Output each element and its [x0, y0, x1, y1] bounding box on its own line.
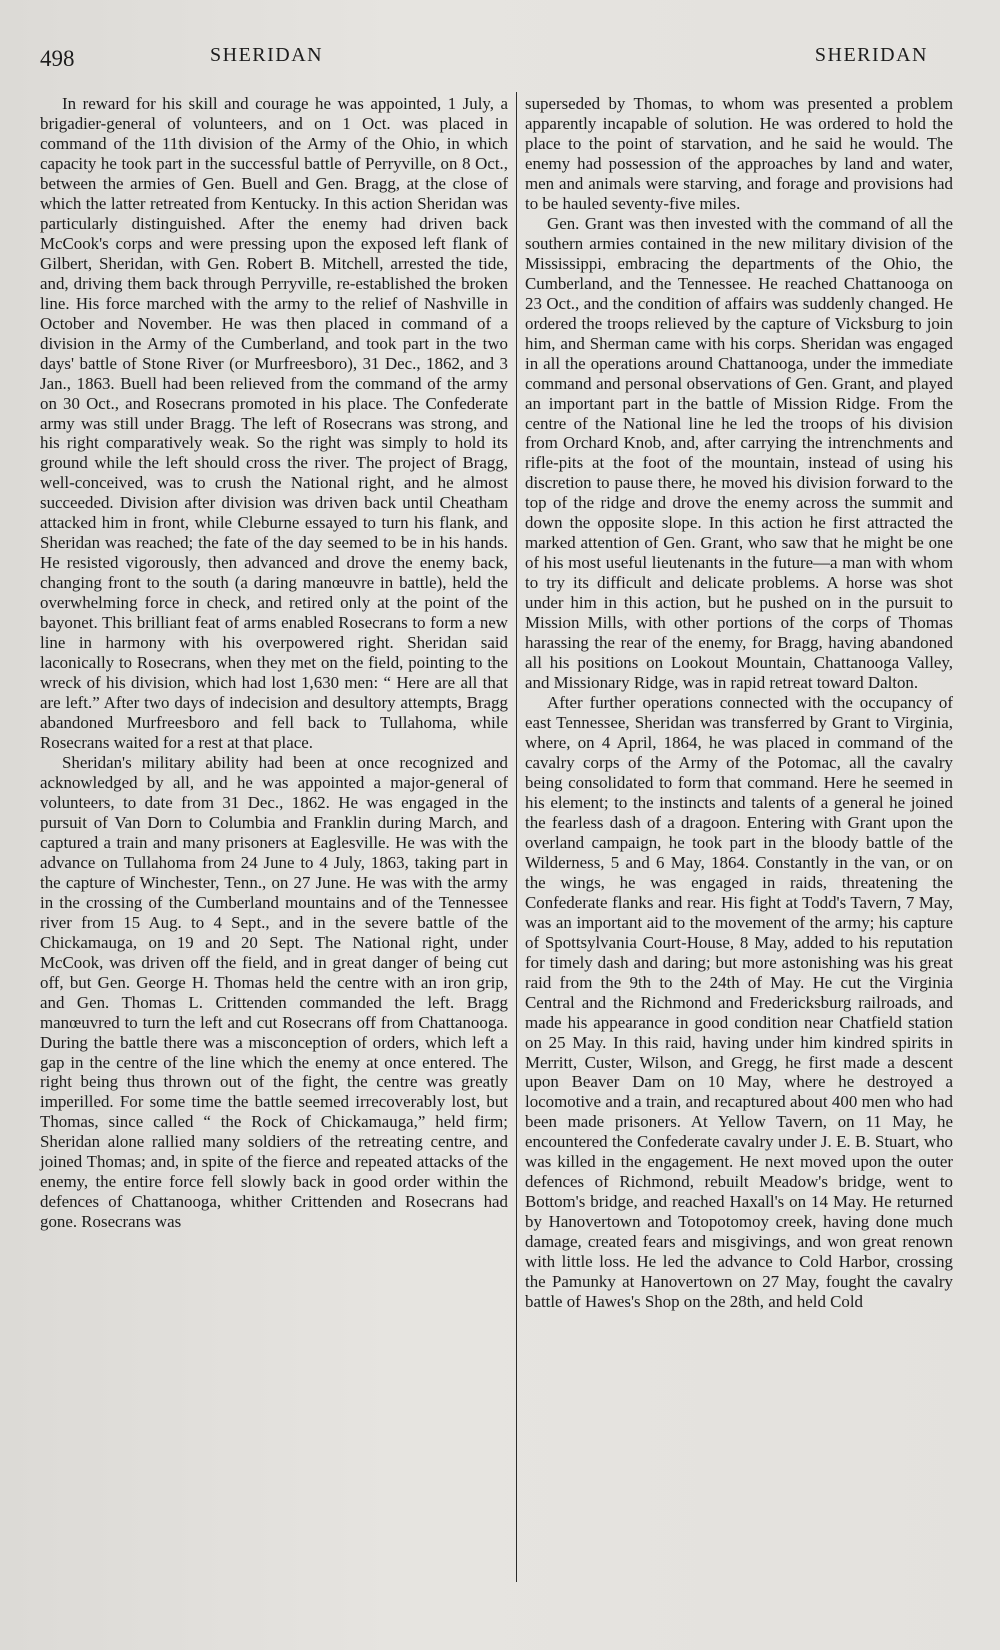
page-header	[40, 40, 980, 80]
left-column	[40, 94, 508, 1232]
page-number: 498	[40, 46, 75, 71]
column-divider	[516, 92, 517, 1582]
paragraph: After further operations connected with the occupancy of east Tennessee, Sheridan was transferred by Grant to Virginia, where, on 4 April, 1864, he was placed in command of the cavalry corps of the Army of the Potomac, all the cavalry being consolidated to form that command. Here he seemed in his element; to the instincts and talents of a general he joined the fearless dash of a dragoon. Entering with Grant upon the overland campaign, he took part in the bloody battle of the Wilderness, 5 and 6 May, 1864. Constantly in the van, or on the wings, he was engaged in raids, threatening the Confederate flanks and rear. His fight at Todd's Tavern, 7 May, was an important aid to the movement of the army; his capture of Spottsylvania Court-House, 8 May, added to his reputation for timely dash and daring; but more astonishing was his great raid from the 9th to the 24th of May. He cut the Virginia Central and the Richmond and Fredericksburg railroads, and made his appearance in good condition near Chatfield station on 25 May. In this raid, having under him kindred spirits in Merritt, Custer, Wilson, and Gregg, he first made a descent upon Beaver Dam on 10 May, where he destroyed a locomotive and a train, and recaptured about 400 men who had been made prisoners. At Yellow Tavern, on 11 May, he encountered the Confederate cavalry under J. E. B. Stuart, who was killed in the engagement. He next moved upon the outer defences of Richmond, rebuilt Meadow's bridge, went to Bottom's bridge, and reached Haxall's on 14 May. He returned by Hanovertown and Totopotomoy creek, having done much damage, created fears and misgivings, and won great renown with little loss. He led the advance to Cold Harbor, crossing the Pamunky at Hanovertown on 27 May, fought the cavalry battle of Hawes's Shop on the 28th, and held Cold	[525, 693, 953, 1312]
paragraph-continued: superseded by Thomas, to whom was presented a problem apparently incapable of solution. He was ordered to hold the place to the point of starvation, and he said he would. The enemy had possession of the approaches by land and water, men and animals were starving, and forage and provisions had to be hauled seventy-five miles.	[525, 94, 953, 213]
right-column	[525, 94, 953, 1312]
paragraph: In reward for his skill and courage he was appointed, 1 July, a brigadier-general of volunteers, and on 1 Oct. was placed in command of the 11th division of the Army of the Ohio, in which capacity he took part in the successful battle of Perryville, on 8 Oct., between the armies of Gen. Buell and Gen. Bragg, at the close of which the latter retreated from Kentucky. In this action Sheridan was particularly distinguished. After the enemy had driven back McCook's corps and were pressing upon the exposed left flank of Gilbert, Sheridan, with Gen. Robert B. Mitchell, arrested the tide, and, driving them back through Perryville, re-established the broken line. His force marched with the army to the relief of Nashville in October and November. He was then placed in command of a division in the Army of the Cumberland, and took part in the two days' battle of Stone River (or Murfreesboro), 31 Dec., 1862, and 3 Jan., 1863. Buell had been relieved from the command of the army on 30 Oct., and Rosecrans promoted in his place. The Confederate army was still under Bragg. The left of Rosecrans was strong, and his right comparatively weak. So the right was simply to hold its ground while the left should cross the river. The project of Bragg, well-conceived, was to crush the National right, and he almost succeeded. Division after division was driven back until Cheatham attacked him in front, while Cleburne essayed to turn his flank, and Sheridan was reached; the fate of the day seemed to be in his hands. He resisted vigorously, then advanced and drove the enemy back, changing front to the south (a daring manœuvre in battle), held the overwhelming force in check, and retired only at the point of the bayonet. This brilliant feat of arms enabled Rosecrans to form a new line in harmony with his overpowered right. Sheridan said laconically to Rosecrans, when they met on the field, pointing to the wreck of his division, which had lost 1,630 men: “ Here are all that are left.” After two days of indecision and desultory attempts, Bragg abandoned Murfreesboro and fell back to Tullahoma, while Rosecrans waited for a rest at that place.	[40, 94, 508, 752]
running-head-right: SHERIDAN	[814, 44, 928, 66]
paragraph: Gen. Grant was then invested with the command of all the southern armies contained in the new military division of the Mississippi, embracing the departments of the Ohio, the Cumberland, and the Tennessee. He reached Chattanooga on 23 Oct., and the condition of affairs was suddenly changed. He ordered the troops relieved by the capture of Vicksburg to join him, and Sherman came with his corps. Sheridan was engaged in all the operations around Chattanooga, under the immediate command and personal observations of Gen. Grant, and played an important part in the battle of Mission Ridge. From the centre of the National line he led the troops of his division from Orchard Knob, and, after carrying the intrenchments and rifle-pits at the foot of the mountain, instead of using his discretion to pause there, he moved his division forward to the top of the ridge and drove the enemy across the summit and down the opposite slope. In this action he first attracted the marked attention of Gen. Grant, who saw that he might be one of his most useful lieutenants in the future—a man with whom to try its difficult and delicate problems. A horse was shot under him in this action, but he pushed on in the pursuit to Mission Mills, with other portions of the corps of Thomas harassing the rear of the enemy, for Bragg, having abandoned all his positions on Lookout Mountain, Chattanooga Valley, and Missionary Ridge, was in rapid retreat toward Dalton.	[525, 213, 953, 693]
paragraph: Sheridan's military ability had been at once recognized and acknowledged by all, and he was appointed a major-general of volunteers, to date from 31 Dec., 1862. He was engaged in the pursuit of Van Dorn to Columbia and Franklin during March, and captured a train and many prisoners at Eaglesville. He was with the advance on Tullahoma from 24 June to 4 July, 1863, taking part in the capture of Winchester, Tenn., on 27 June. He was with the army in the crossing of the Cumberland mountains and of the Tennessee river from 15 Aug. to 4 Sept., and in the severe battle of the Chickamauga, on 19 and 20 Sept. The National right, under McCook, was driven off the field, and in great danger of being cut off, but Gen. George H. Thomas held the centre with an iron grip, and Gen. Thomas L. Crittenden commanded the left. Bragg manœuvred to turn the left and cut Rosecrans off from Chattanooga. During the battle there was a misconception of orders, which left a gap in the centre of the line which the enemy at once entered. The right being thus thrown out of the fight, the centre was greatly imperilled. For some time the battle seemed irrecoverably lost, but Thomas, since called “ the Rock of Chickamauga,” held firm; Sheridan alone rallied many soldiers of the retreating centre, and joined Thomas; and, in spite of the fierce and repeated attacks of the enemy, the entire force fell slowly back in good order within the defences of Chattanooga, whither Crittenden and Rosecrans had gone. Rosecrans was	[40, 752, 508, 1232]
running-head-left: SHERIDAN	[210, 44, 324, 66]
